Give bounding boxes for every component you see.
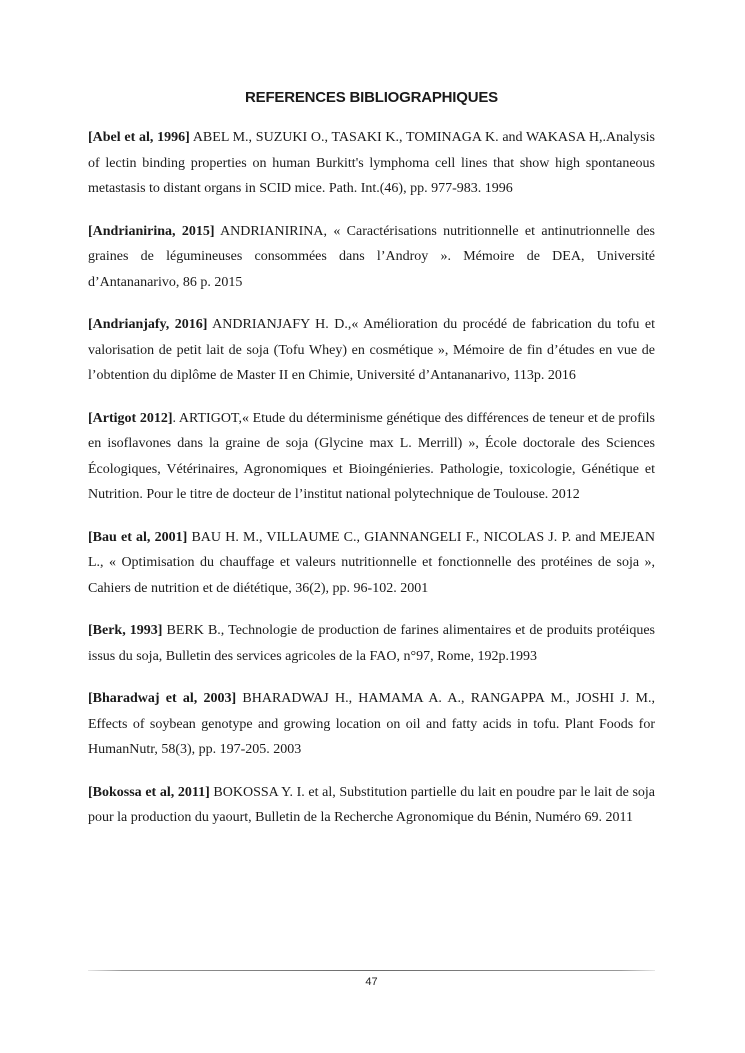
reference-text: ABEL M., SUZUKI O., TASAKI K., TOMINAGA K. and WAKASA H,.Analysis of lectin binding properties on human Burkitt's lymphoma cell lines that show high spontaneous metastasis to distant organs in SCID mice. Path. Int.(46), pp. 977-983. 1996: [88, 130, 656, 196]
reference-entry: [88, 686, 655, 763]
reference-text: BOKOSSA Y. I. et al, Substitution partielle du lait en poudre par le lait de soja pour la production du yaourt, Bulletin de la Recherche Agronomique du Bénin, Numéro 69. 2011: [88, 784, 655, 825]
reference-entry: [88, 312, 655, 389]
reference-entry: [88, 525, 655, 602]
reference-entry: [88, 618, 655, 669]
reference-key: [Andrianjafy, 2016]: [88, 317, 208, 332]
reference-text: BHARADWAJ H., HAMAMA A. A., RANGAPPA M., JOSHI J. M., Effects of soybean genotype and growing location on oil and fatty acids in tofu. Plant Foods for HumanNutr, 58(3), pp. 197-205. 2003: [88, 691, 655, 757]
page-title: REFERENCES BIBLIOGRAPHIQUES: [245, 89, 498, 106]
reference-entry: [88, 219, 655, 296]
reference-key: [Abel et al, 1996]: [88, 130, 190, 145]
reference-entry: [88, 780, 655, 831]
reference-key: [Berk, 1993]: [88, 623, 163, 638]
reference-text: ANDRIANJAFY H. D.,« Amélioration du procédé de fabrication du tofu et valorisation de petit lait de soja (Tofu Whey) en cosmétique », Mémoire de fin d’études en vue de l’obtention du diplôme de Master II en Chimie, Université d’Antananarivo, 113p. 2016: [88, 317, 656, 383]
reference-list: [88, 125, 655, 848]
reference-text: BERK B., Technologie de production de farines alimentaires et de produits protéiques issus du soja, Bulletin des services agricoles de la FAO, n°97, Rome, 192p.1993: [88, 623, 655, 664]
reference-text: ANDRIANIRINA, « Caractérisations nutritionnelle et antinutrionnelle des graines de légumineuses consommées dans l’Androy ». Mémoire de DEA, Université d’Antananarivo, 86 p. 2015: [88, 223, 655, 290]
footer-divider: [88, 970, 655, 971]
reference-key: [Bau et al, 2001]: [88, 529, 188, 545]
reference-entry: [88, 406, 655, 508]
reference-key: [Andrianirina, 2015]: [88, 223, 215, 239]
reference-text: BAU H. M., VILLAUME C., GIANNANGELI F., NICOLAS J. P. and MEJEAN L., « Optimisation du chauffage et valeurs nutritionnelle et fonctionnelle des protéines de soja », Cahiers de nutrition et de diététique, 36(2), pp. 96-102. 2001: [88, 529, 655, 596]
reference-key: [Artigot 2012]: [88, 410, 173, 426]
reference-entry: [88, 125, 655, 202]
reference-key: [Bokossa et al, 2011]: [88, 784, 210, 800]
reference-text: . ARTIGOT,« Etude du déterminisme génétique des différences de teneur et de profils en isoflavones dans la graine de soja (Glycine max L. Merrill) », École doctorale des Sciences Écologiques, Vétérinaires, Agronomiques et Bioingénieries. Pathologie, toxicologie, Génétique et Nutrition. Pour le titre de docteur de l’institut national polytechnique de Toulouse. 2012: [88, 410, 655, 502]
page-number: 47: [365, 976, 378, 988]
reference-key: [Bharadwaj et al, 2003]: [88, 691, 237, 706]
